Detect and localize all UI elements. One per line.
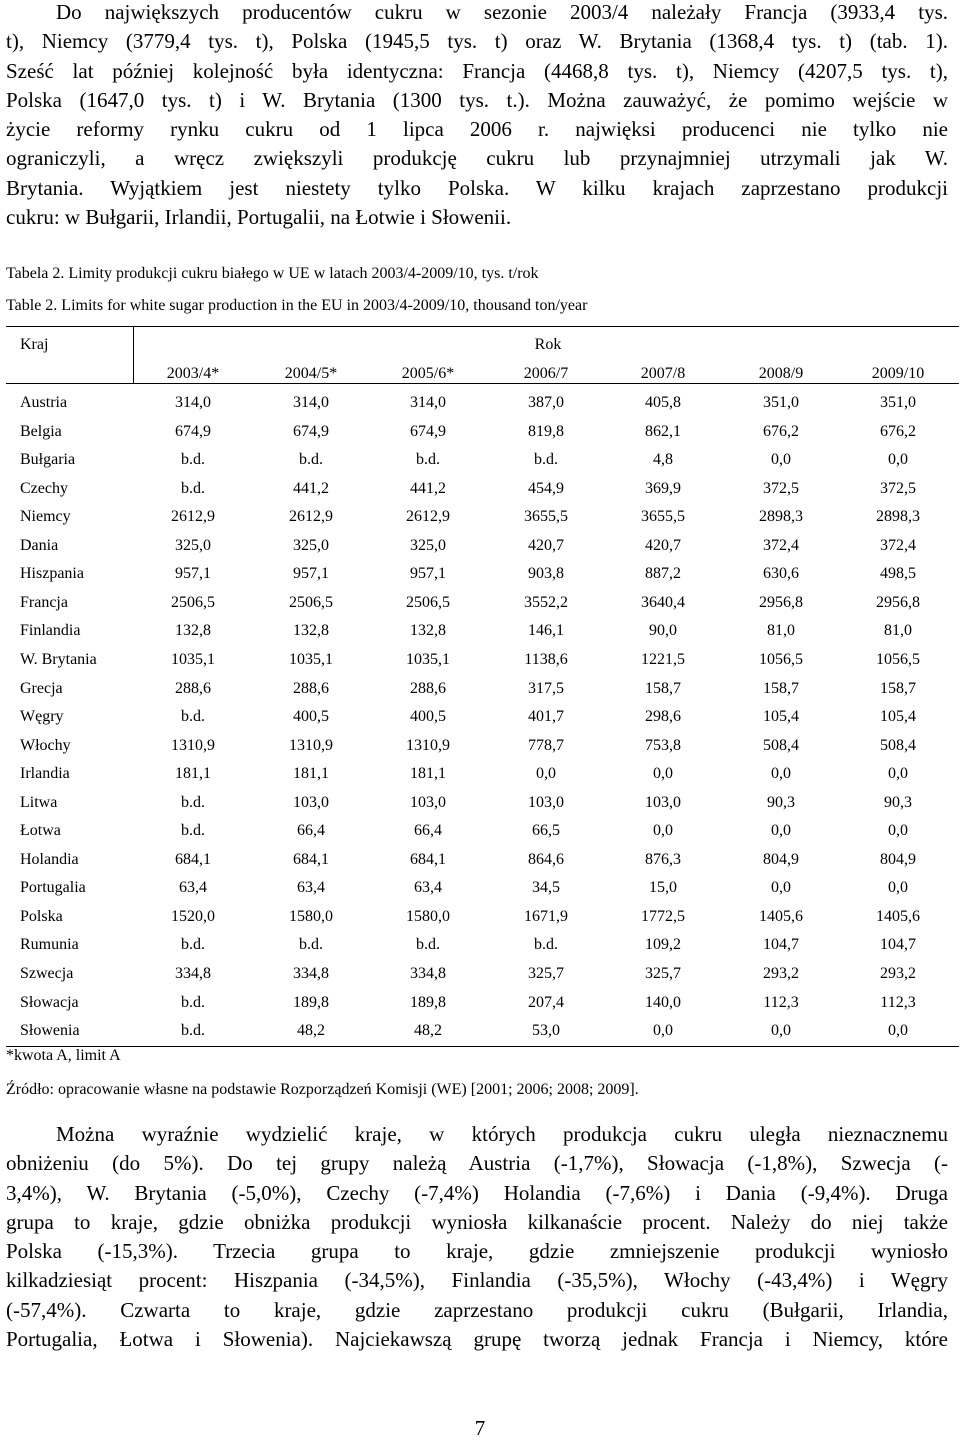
text-line: Brytania. Wyjątkiem jest niestety tylko Polska. W kilku krajach zaprzestano produkcji (6, 175, 948, 200)
table-cell: 132,8 (293, 622, 329, 640)
table-cell: 372,5 (880, 479, 916, 497)
text-line: grupa to kraje, gdzie obniżka produkcji wyniosła kilkanaście procent. Należy do niej także (6, 1209, 948, 1234)
table-cell: 0,0 (888, 451, 908, 469)
table-header-country: Kraj (20, 336, 49, 353)
table-row-country: Węgry (20, 708, 64, 726)
table-cell: 957,1 (410, 565, 446, 583)
table-cell: 325,0 (175, 536, 211, 554)
table-cell: 1310,9 (406, 736, 450, 754)
table-cell: 2612,9 (289, 508, 333, 526)
table-header-year-col: 2003/4* (166, 365, 220, 382)
table-source: Źródło: opracowanie własne na podstawie Rozporządzeń Komisji (WE) [2001; 2006; 2008; 2009]. (6, 1081, 639, 1098)
table-cell: 957,1 (293, 565, 329, 583)
table-cell: 405,8 (645, 394, 681, 411)
table-cell: 3655,5 (524, 508, 568, 526)
table-cell: 2956,8 (876, 593, 920, 611)
table-cell: 103,0 (410, 793, 446, 811)
table-cell: b.d. (534, 451, 558, 469)
table-cell: 81,0 (767, 622, 795, 640)
table-row-country: Portugalia (20, 879, 86, 897)
table-row-country: Szwecja (20, 965, 74, 982)
table-cell: 387,0 (528, 394, 564, 411)
table-cell: 3640,4 (641, 593, 685, 611)
table-cell: 1520,0 (171, 907, 215, 925)
table-cell: 158,7 (645, 679, 681, 697)
table-cell: 0,0 (653, 765, 673, 783)
table-row-country: Bułgaria (20, 451, 76, 469)
table-cell: 181,1 (175, 765, 211, 783)
text-line: życie reformy rynku cukru od 1 lipca 2006 r. najwięksi producenci nie tylko nie (6, 117, 948, 142)
table-row-country: Francja (20, 593, 68, 611)
table-cell: 1405,6 (759, 907, 803, 925)
table-cell: 684,1 (293, 850, 329, 868)
table-row-country: Słowenia (20, 1022, 80, 1040)
table-cell: 2506,5 (289, 593, 333, 611)
table-cell: 15,0 (649, 879, 677, 897)
table-cell: 109,2 (645, 936, 681, 954)
table-cell: 189,8 (410, 993, 446, 1011)
table-cell: b.d. (181, 793, 205, 811)
table-cell: b.d. (181, 708, 205, 726)
table-row-country: Słowacja (20, 993, 79, 1011)
table-cell: 819,8 (528, 422, 564, 440)
table-cell: 676,2 (763, 422, 799, 440)
table-cell: b.d. (181, 451, 205, 469)
table-cell: 876,3 (645, 850, 681, 868)
table-cell: 81,0 (884, 622, 912, 640)
table-cell: 372,5 (763, 479, 799, 497)
table-cell: 2612,9 (171, 508, 215, 526)
table-cell: 351,0 (880, 394, 916, 411)
table-cell: 0,0 (536, 765, 556, 783)
table-cell: b.d. (181, 993, 205, 1011)
table-cell: 454,9 (528, 479, 564, 497)
table-cell: 0,0 (653, 1022, 673, 1040)
table-cell: 2956,8 (759, 593, 803, 611)
table-cell: 369,9 (645, 479, 681, 497)
table-row-country: Polska (20, 907, 63, 925)
table-header-divider (133, 326, 134, 383)
table-cell: 0,0 (771, 765, 791, 783)
table-cell: 351,0 (763, 394, 799, 411)
table-cell: 2506,5 (171, 593, 215, 611)
table-cell: 508,4 (763, 736, 799, 754)
table-cell: b.d. (416, 936, 440, 954)
table-cell: 0,0 (771, 1022, 791, 1040)
table-cell: 63,4 (414, 879, 442, 897)
table-cell: 674,9 (175, 422, 211, 440)
table-cell: 53,0 (532, 1022, 560, 1040)
table-cell: 66,4 (414, 822, 442, 840)
text-line: kilkadziesiąt procent: Hiszpania (-34,5%), Finlandia (-35,5%), Włochy (-43,4%) i Węgry (6, 1268, 948, 1293)
table-row-country: Belgia (20, 422, 62, 440)
table-cell: 105,4 (763, 708, 799, 726)
text-line: Do największych producentów cukru w sezonie 2003/4 należały Francja (3933,4 tys. (56, 0, 948, 24)
table-cell: 298,6 (645, 708, 681, 726)
table-cell: 1580,0 (406, 907, 450, 925)
table-top-rule (6, 326, 959, 327)
table-cell: 104,7 (763, 936, 799, 954)
table-cell: 400,5 (410, 708, 446, 726)
table-cell: 1056,5 (759, 650, 803, 668)
table-cell: 0,0 (653, 822, 673, 840)
table-header-year-col: 2004/5* (284, 365, 338, 382)
table-row-country: Holandia (20, 850, 79, 868)
table-row-country: Grecja (20, 679, 63, 697)
table-cell: 498,5 (880, 565, 916, 583)
table-cell: 2612,9 (406, 508, 450, 526)
table-cell: 181,1 (293, 765, 329, 783)
table-cell: 887,2 (645, 565, 681, 583)
table-cell: 325,0 (293, 536, 329, 554)
table-cell: 189,8 (293, 993, 329, 1011)
table-cell: 293,2 (763, 965, 799, 982)
table-row-country: Włochy (20, 736, 71, 754)
table-cell: 288,6 (410, 679, 446, 697)
table-cell: 804,9 (763, 850, 799, 868)
paragraph-intro (6, 0, 948, 232)
text-line: Polska (1647,0 tys. t) i W. Brytania (1300 tys. t.). Można zauważyć, że pomimo wejście w (6, 87, 948, 112)
table-row-country: Irlandia (20, 765, 70, 783)
table-cell: 420,7 (645, 536, 681, 554)
table-cell: b.d. (299, 936, 323, 954)
table-cell: 103,0 (528, 793, 564, 811)
table-cell: 684,1 (175, 850, 211, 868)
table-cell: 181,1 (410, 765, 446, 783)
table-cell: 0,0 (771, 879, 791, 897)
table-cell: 103,0 (293, 793, 329, 811)
table-cell: 1138,6 (524, 650, 568, 668)
paragraph-analysis (6, 1120, 948, 1354)
table-cell: 1035,1 (406, 650, 450, 668)
table-cell: 317,5 (528, 679, 564, 697)
table-cell: 441,2 (293, 479, 329, 497)
table-row-country: Rumunia (20, 936, 79, 954)
table-row-country: W. Brytania (20, 650, 97, 668)
table-row-country: Hiszpania (20, 565, 84, 583)
table-caption-en: Table 2. Limits for white sugar production in the EU in 2003/4-2009/10, thousand ton/year (6, 297, 588, 314)
table-cell: 864,6 (528, 850, 564, 868)
table-row-country: Litwa (20, 793, 58, 811)
table-header-year: Rok (534, 336, 562, 353)
table-cell: 90,0 (649, 622, 677, 640)
table-cell: 314,0 (175, 394, 211, 411)
table-cell: 48,2 (297, 1022, 325, 1040)
table-cell: 146,1 (528, 622, 564, 640)
table-cell: 158,7 (880, 679, 916, 697)
table-cell: 508,4 (880, 736, 916, 754)
page-number: 7 (474, 1416, 486, 1440)
table-row-country: Czechy (20, 479, 68, 497)
table-cell: 401,7 (528, 708, 564, 726)
table-cell: b.d. (416, 451, 440, 469)
table-cell: 1671,9 (524, 907, 568, 925)
table-cell: 334,8 (175, 965, 211, 982)
table-cell: 372,4 (763, 536, 799, 554)
table-cell: 63,4 (297, 879, 325, 897)
table-cell: 1580,0 (289, 907, 333, 925)
table-cell: 1310,9 (171, 736, 215, 754)
table-cell: 957,1 (175, 565, 211, 583)
table-cell: 112,3 (763, 993, 799, 1011)
table-cell: 630,6 (763, 565, 799, 583)
text-line: cukru: w Bułgarii, Irlandii, Portugalii, na Łotwie i Słowenii. (6, 205, 512, 230)
table-row-country: Łotwa (20, 822, 61, 840)
table-cell: 105,4 (880, 708, 916, 726)
table-row-country: Niemcy (20, 508, 71, 526)
table-cell: 0,0 (771, 451, 791, 469)
table-header-year-col: 2006/7 (523, 365, 569, 382)
table-cell: 90,3 (767, 793, 795, 811)
table-cell: 112,3 (880, 993, 916, 1011)
text-line: obniżeniu (do 5%). Do tej grupy należą Austria (-1,7%), Słowacja (-1,8%), Szwecja (- (6, 1151, 948, 1176)
table-cell: 1056,5 (876, 650, 920, 668)
table-cell: 288,6 (293, 679, 329, 697)
table-cell: b.d. (181, 479, 205, 497)
table-cell: 0,0 (888, 822, 908, 840)
table-cell: b.d. (181, 1022, 205, 1040)
table-cell: 1221,5 (641, 650, 685, 668)
table-footnote: *kwota A, limit A (6, 1047, 121, 1064)
table-cell: 1035,1 (289, 650, 333, 668)
table-cell: 753,8 (645, 736, 681, 754)
table-cell: 674,9 (293, 422, 329, 440)
table-cell: b.d. (181, 936, 205, 954)
table-cell: b.d. (534, 936, 558, 954)
table-cell: 674,9 (410, 422, 446, 440)
table-cell: 314,0 (293, 394, 329, 411)
table-row-country: Austria (20, 394, 68, 411)
table-cell: 1772,5 (641, 907, 685, 925)
table-cell: 48,2 (414, 1022, 442, 1040)
table-cell: 2898,3 (876, 508, 920, 526)
table-cell: 66,5 (532, 822, 560, 840)
table-cell: 158,7 (763, 679, 799, 697)
table-cell: 34,5 (532, 879, 560, 897)
table-cell: 2506,5 (406, 593, 450, 611)
text-line: (-57,4%). Czwarta to kraje, gdzie zaprzestano produkcji cukru (Bułgarii, Irlandia, (6, 1297, 948, 1322)
table-cell: 90,3 (884, 793, 912, 811)
table-cell: 441,2 (410, 479, 446, 497)
table-caption-pl: Tabela 2. Limity produkcji cukru białego w UE w latach 2003/4-2009/10, tys. t/rok (6, 265, 539, 282)
table-cell: 4,8 (653, 451, 673, 469)
table-cell: 684,1 (410, 850, 446, 868)
table-cell: 0,0 (888, 765, 908, 783)
table-cell: 104,7 (880, 936, 916, 954)
table-header-year-col: 2009/10 (871, 365, 925, 382)
table-cell: 1310,9 (289, 736, 333, 754)
table-header-rule-left (6, 383, 133, 384)
table-cell: 325,7 (645, 965, 681, 982)
table-cell: 1405,6 (876, 907, 920, 925)
table-cell: 334,8 (410, 965, 446, 982)
text-line: Można wyraźnie wydzielić kraje, w których produkcja cukru uległa nieznacznemu (56, 1122, 948, 1146)
text-line: 3,4%), W. Brytania (-5,0%), Czechy (-7,4%) Holandia (-7,6%) i Dania (-9,4%). Druga (6, 1180, 948, 1205)
table-cell: b.d. (299, 451, 323, 469)
table-cell: 132,8 (410, 622, 446, 640)
table-cell: 3655,5 (641, 508, 685, 526)
table-cell: 140,0 (645, 993, 681, 1011)
table-cell: 325,0 (410, 536, 446, 554)
text-line: ograniczyli, a wręcz zwiększyli produkcję cukru lub przynajmniej utrzymali jak W. (6, 146, 948, 171)
table-cell: 132,8 (175, 622, 211, 640)
table-row-country: Finlandia (20, 622, 81, 640)
table-bottom-rule (6, 1046, 959, 1047)
table-header-year-col: 2008/9 (758, 365, 804, 382)
table-cell: 0,0 (771, 822, 791, 840)
table-cell: 1035,1 (171, 650, 215, 668)
table-cell: 66,4 (297, 822, 325, 840)
text-line: Sześć lat później kolejność była identyczna: Francja (4468,8 tys. t), Niemcy (4207,5 tys. t), (6, 58, 948, 83)
table-cell: 325,7 (528, 965, 564, 982)
text-line: Polska (-15,3%). Trzecia grupa to kraje, gdzie zmniejszenie produkcji wyniosło (6, 1239, 948, 1264)
text-line: Portugalia, Łotwa i Słowenia). Najciekawszą grupę tworzą jednak Francja i Niemcy, które (6, 1327, 948, 1352)
table-cell: 314,0 (410, 394, 446, 411)
table-cell: 3552,2 (524, 593, 568, 611)
table-cell: 103,0 (645, 793, 681, 811)
table-cell: b.d. (181, 822, 205, 840)
table-cell: 862,1 (645, 422, 681, 440)
table-cell: 778,7 (528, 736, 564, 754)
table-cell: 293,2 (880, 965, 916, 982)
table-cell: 400,5 (293, 708, 329, 726)
table-cell: 420,7 (528, 536, 564, 554)
table-cell: 0,0 (888, 1022, 908, 1040)
table-cell: 288,6 (175, 679, 211, 697)
table-cell: 207,4 (528, 993, 564, 1011)
table-row-country: Dania (20, 536, 59, 554)
table-header-year-col: 2007/8 (640, 365, 686, 382)
table-cell: 804,9 (880, 850, 916, 868)
table-cell: 2898,3 (759, 508, 803, 526)
table-cell: 63,4 (179, 879, 207, 897)
table-header-year-col: 2005/6* (401, 365, 455, 382)
table-cell: 334,8 (293, 965, 329, 982)
table-cell: 372,4 (880, 536, 916, 554)
table-cell: 676,2 (880, 422, 916, 440)
table-cell: 903,8 (528, 565, 564, 583)
text-line: t), Niemcy (3779,4 tys. t), Polska (1945,5 tys. t) oraz W. Brytania (1368,4 tys. t) (tab. 1). (6, 29, 948, 54)
table-cell: 0,0 (888, 879, 908, 897)
